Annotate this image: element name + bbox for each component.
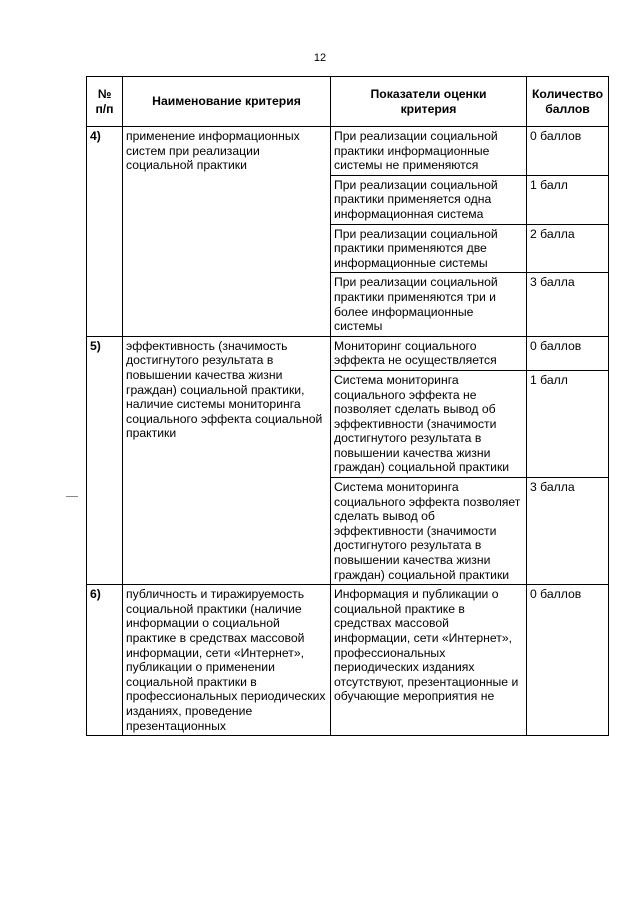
- criterion-name: применение информационных систем при реализации социальной практики: [123, 127, 331, 337]
- criterion-name: эффективность (значимость достигнутого результата в повышении качества жизни граждан) социальной практики, наличие системы мониторинга социального эффекта социальной практики: [123, 336, 331, 585]
- score-cell: 0 баллов: [527, 336, 609, 370]
- criterion-number: 4): [87, 127, 123, 337]
- indicator-cell: При реализации социальной практики применяется одна информационная система: [331, 175, 527, 224]
- header-number: № п/п: [87, 77, 123, 127]
- indicator-cell: При реализации социальной практики применяются три и более информационные системы: [331, 273, 527, 336]
- score-cell: 3 балла: [527, 273, 609, 336]
- criterion-name: публичность и тиражируемость социальной практики (наличие информации о социальной практике в средствах массовой информации, сети «Интернет», публикации о применении социальной практики в профессиональных периодических изданиях, проведение презентационных: [123, 585, 331, 736]
- table-row: [87, 336, 609, 370]
- header-criterion-name: Наименование критерия: [123, 77, 331, 127]
- score-cell: 1 балл: [527, 175, 609, 224]
- indicator-cell: Информация и публикации о социальной практике в средствах массовой информации, сети «Интернет», профессиональных периодических изданиях отсутствуют, презентационные и обучающие мероприятия не: [331, 585, 527, 736]
- header-indicators: Показатели оценки критерия: [331, 77, 527, 127]
- header-score: Количество баллов: [527, 77, 609, 127]
- score-cell: 1 балл: [527, 370, 609, 477]
- table-row: [87, 585, 609, 736]
- table-header-row: [87, 77, 609, 127]
- indicator-cell: При реализации социальной практики информационные системы не применяются: [331, 127, 527, 176]
- score-cell: 0 баллов: [527, 585, 609, 736]
- indicator-cell: Система мониторинга социального эффекта позволяет сделать вывод об эффективности (значимости достигнутого результата в повышении качества жизни граждан) социальной практики: [331, 478, 527, 585]
- score-cell: 0 баллов: [527, 127, 609, 176]
- criterion-number: 6): [87, 585, 123, 736]
- page-number: 12: [313, 52, 327, 64]
- table-row: [87, 127, 609, 176]
- score-cell: 3 балла: [527, 478, 609, 585]
- score-cell: 2 балла: [527, 224, 609, 273]
- indicator-cell: Мониторинг социального эффекта не осуществляется: [331, 336, 527, 370]
- criteria-table: [86, 76, 609, 736]
- criterion-number: 5): [87, 336, 123, 585]
- indicator-cell: Система мониторинга социального эффекта не позволяет сделать вывод об эффективности (значимости достигнутого результата в повышении качества жизни граждан) социальной практики: [331, 370, 527, 477]
- indicator-cell: При реализации социальной практики применяются две информационные системы: [331, 224, 527, 273]
- margin-mark: [66, 496, 78, 497]
